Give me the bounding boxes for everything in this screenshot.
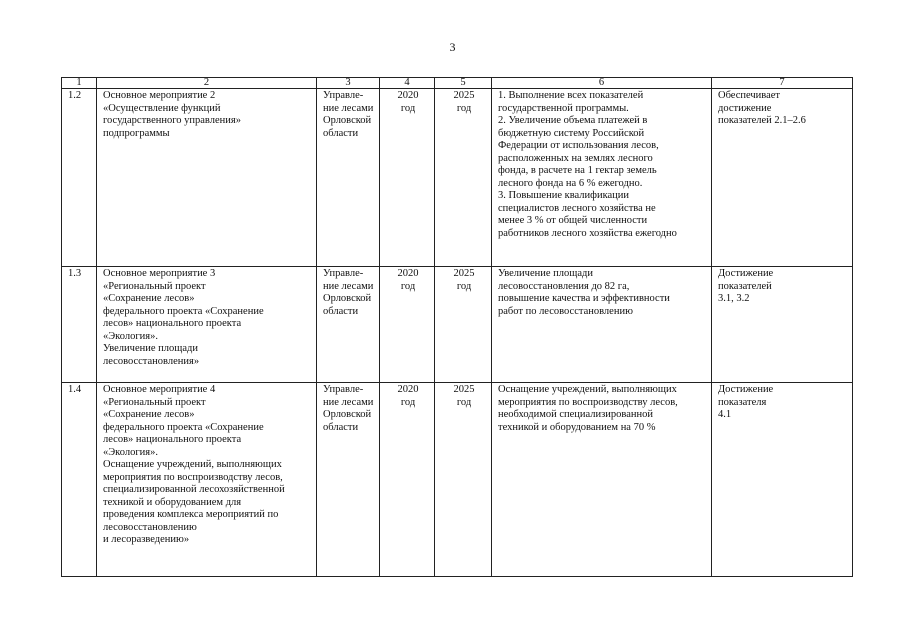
text-line: Орловской (323, 409, 372, 420)
indicator-link-cell (712, 383, 853, 577)
text-line: Основное мероприятие 4 (103, 384, 216, 395)
end-year-cell (435, 89, 492, 267)
text-line: и лесоразведению» (103, 534, 190, 545)
column-header: 3 (317, 78, 380, 89)
text-line: ние лесами (323, 102, 374, 114)
text-line: год (400, 102, 416, 114)
text-line: бюджетную систему Российской (498, 127, 645, 139)
text-line: год (456, 396, 472, 408)
row-number-cell: 1.3 (62, 267, 97, 383)
text-line: необходимой специализированной (498, 409, 654, 420)
table-row (62, 383, 853, 577)
text-line: достижение (718, 102, 772, 114)
text-line: федерального проекта «Сохранение (103, 421, 264, 433)
event-name-cell (97, 267, 317, 383)
text-line: специалистов лесного хозяйства не (498, 202, 656, 214)
text-line: лесовосстановления до 82 га, (498, 280, 630, 292)
text-line: год (456, 280, 472, 292)
text-line: 1. Выполнение всех показателей (498, 90, 644, 101)
text-line: Федерации от использования лесов, (498, 140, 659, 151)
text-line: 3. Повышение квалификации (498, 190, 630, 201)
text-line: «Сохранение лесов» (103, 409, 195, 420)
text-line: год (400, 396, 416, 408)
text-line: лесного фонда на 6 % ежегодно. (498, 177, 643, 189)
text-line: Орловской (323, 115, 372, 126)
text-line: техникой и оборудованием на 70 % (498, 421, 656, 433)
text-line: мероприятия по воспроизводству лесов, (498, 396, 678, 408)
row-number-cell: 1.4 (62, 383, 97, 577)
text-line: подпрограммы (103, 127, 170, 139)
text-line: Оснащение учреждений, выполняющих (498, 384, 677, 395)
text-line: год (400, 280, 416, 292)
text-line: 2. Увеличение объема платежей в (498, 115, 648, 126)
text-line: 2025 (453, 90, 475, 101)
header-row (62, 78, 853, 89)
text-line: области (323, 421, 359, 433)
start-year-cell (380, 89, 435, 267)
text-line: лесовосстановлению (103, 521, 197, 533)
text-line: «Региональный проект (103, 396, 206, 408)
end-year-cell (435, 383, 492, 577)
text-line: Увеличение площади (498, 268, 593, 279)
expected-result-cell (492, 267, 712, 383)
start-year-cell (380, 267, 435, 383)
event-name-cell (97, 383, 317, 577)
text-line: ние лесами (323, 396, 374, 408)
text-line: показателя (718, 396, 767, 408)
text-line: Достижение (718, 384, 774, 395)
indicator-link-cell (712, 89, 853, 267)
text-line: 2020 (397, 384, 419, 395)
text-line: «Экология». (103, 446, 158, 458)
text-line: год (456, 102, 472, 114)
text-line: 4.1 (718, 409, 732, 420)
row-number-cell: 1.2 (62, 89, 97, 267)
text-line: Управле- (323, 384, 364, 395)
text-line: повышение качества и эффективности (498, 293, 670, 304)
text-line: 2025 (453, 384, 475, 395)
text-line: 2025 (453, 268, 475, 279)
text-line: 3.1, 3.2 (718, 293, 750, 304)
text-line: «Экология». (103, 330, 158, 342)
text-line: Увеличение площади (103, 343, 198, 354)
indicator-link-cell (712, 267, 853, 383)
text-line: Управле- (323, 90, 364, 101)
text-line: 2020 (397, 268, 419, 279)
text-line: Основное мероприятие 3 (103, 268, 216, 279)
table-row (62, 267, 853, 383)
text-line: «Региональный проект (103, 280, 206, 292)
program-events-table (61, 77, 853, 577)
expected-result-cell (492, 89, 712, 267)
text-line: лесов» национального проекта (103, 318, 242, 329)
text-line: государственного управления» (103, 115, 241, 126)
text-line: «Осуществление функций (103, 102, 221, 114)
text-line: Обеспечивает (718, 90, 781, 101)
text-line: Оснащение учреждений, выполняющих (103, 459, 282, 470)
text-line: лесов» национального проекта (103, 434, 242, 445)
end-year-cell (435, 267, 492, 383)
text-line: области (323, 127, 359, 139)
text-line: специализированной лесохозяйственной (103, 484, 285, 495)
column-header: 2 (97, 78, 317, 89)
text-line: ние лесами (323, 280, 374, 292)
table-row (62, 89, 853, 267)
text-line: проведения комплекса мероприятий по (103, 509, 279, 520)
text-line: фонда, в расчете на 1 гектар земель (498, 165, 657, 176)
column-header: 7 (712, 78, 853, 89)
text-line: показателей 2.1–2.6 (718, 115, 806, 126)
start-year-cell (380, 383, 435, 577)
executor-cell (317, 89, 380, 267)
executor-cell (317, 383, 380, 577)
column-header: 6 (492, 78, 712, 89)
text-line: области (323, 305, 359, 317)
text-line: показателей (718, 280, 772, 292)
column-header: 4 (380, 78, 435, 89)
text-line: техникой и оборудованием для (103, 496, 242, 508)
column-header: 1 (62, 78, 97, 89)
text-line: работ по лесовосстановлению (498, 305, 633, 317)
page-number: 3 (449, 40, 456, 54)
expected-result-cell (492, 383, 712, 577)
text-line: Управле- (323, 268, 364, 279)
text-line: Достижение (718, 268, 774, 279)
text-line: расположенных на землях лесного (498, 152, 653, 164)
text-line: работников лесного хозяйства ежегодно (498, 227, 677, 239)
text-line: менее 3 % от общей численности (498, 215, 648, 226)
text-line: федерального проекта «Сохранение (103, 305, 264, 317)
text-line: лесовосстановления» (103, 355, 200, 367)
text-line: государственной программы. (498, 102, 629, 114)
text-line: «Сохранение лесов» (103, 293, 195, 304)
text-line: Основное мероприятие 2 (103, 90, 216, 101)
column-header: 5 (435, 78, 492, 89)
text-line: 2020 (397, 90, 419, 101)
text-line: Орловской (323, 293, 372, 304)
executor-cell (317, 267, 380, 383)
event-name-cell (97, 89, 317, 267)
text-line: мероприятия по воспроизводству лесов, (103, 471, 283, 483)
